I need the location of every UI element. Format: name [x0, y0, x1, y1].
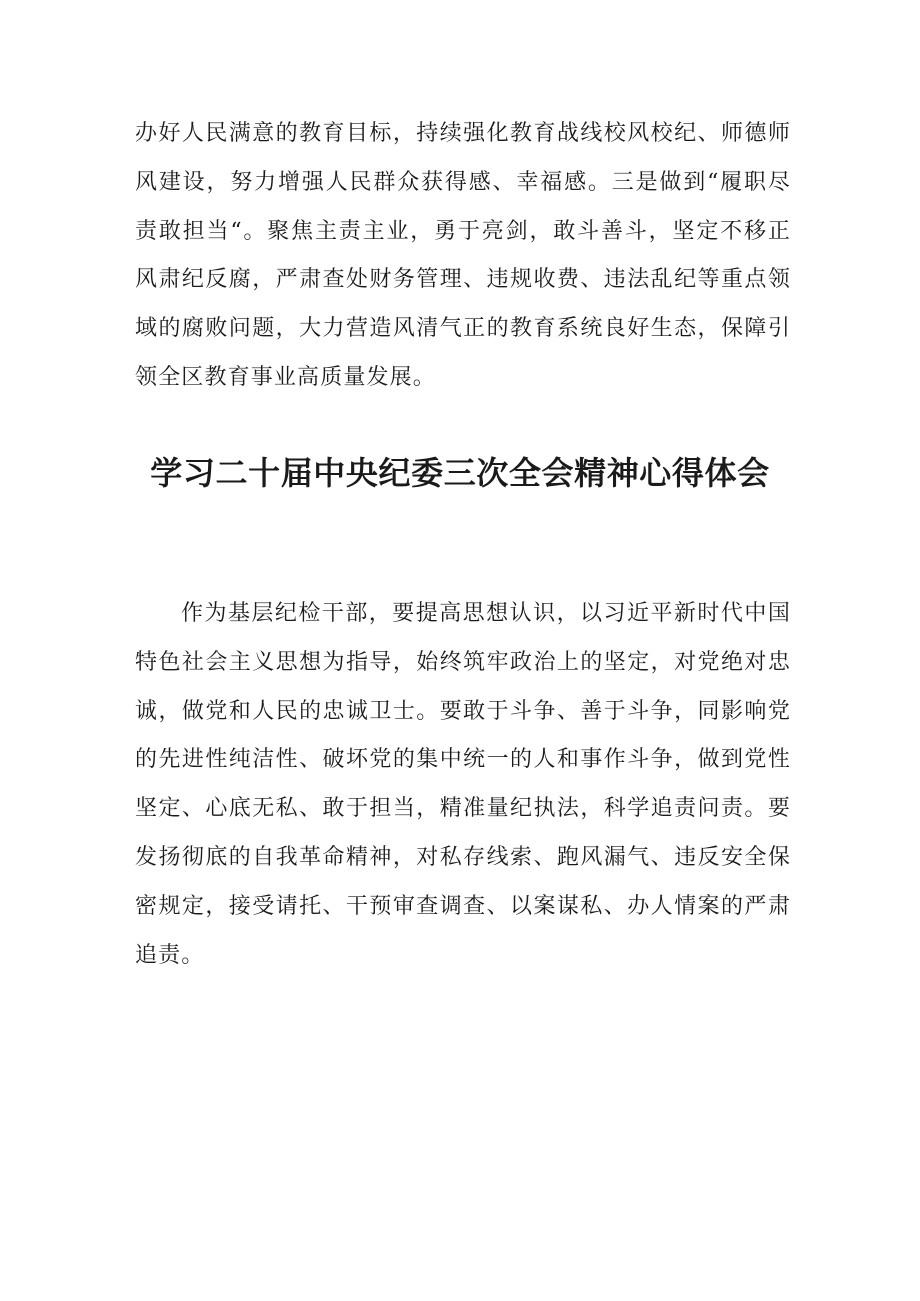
section-title: 学习二十届中央纪委三次全会精神心得体会: [150, 454, 770, 492]
body-paragraph: 作为基层纪检干部，要提高思想认识，以习近平新时代中国特色社会主义思想为指导，始终筑牢政治上的坚定，对党绝对忠诚，做党和人民的忠诚卫士。要敢于斗争、善于斗争，同影响党的先进性纯洁性、破坏党的集中统一的人和事作斗争，做到党性坚定、心底无私、敢于担当，精准量纪执法，科学追责问责。要发扬彻底的自我革命精神，对私存线索、跑风漏气、违反安全保密规定，接受请托、干预审查调查、以案谋私、办人情案的严肃追责。: [135, 601, 791, 968]
body-paragraph-continued: 办好人民满意的教育目标，持续强化教育战线校风校纪、师德师风建设，努力增强人民群众获得感、幸福感。三是做到“履职尽责敢担当“。聚焦主责主业，勇于亮剑，敢斗善斗，坚定不移正风肃纪反腐，严肃查处财务管理、违规收费、违法乱纪等重点领域的腐败问题，大力营造风清气正的教育系统良好生态，保障引领全区教育事业高质量发展。: [135, 121, 791, 390]
